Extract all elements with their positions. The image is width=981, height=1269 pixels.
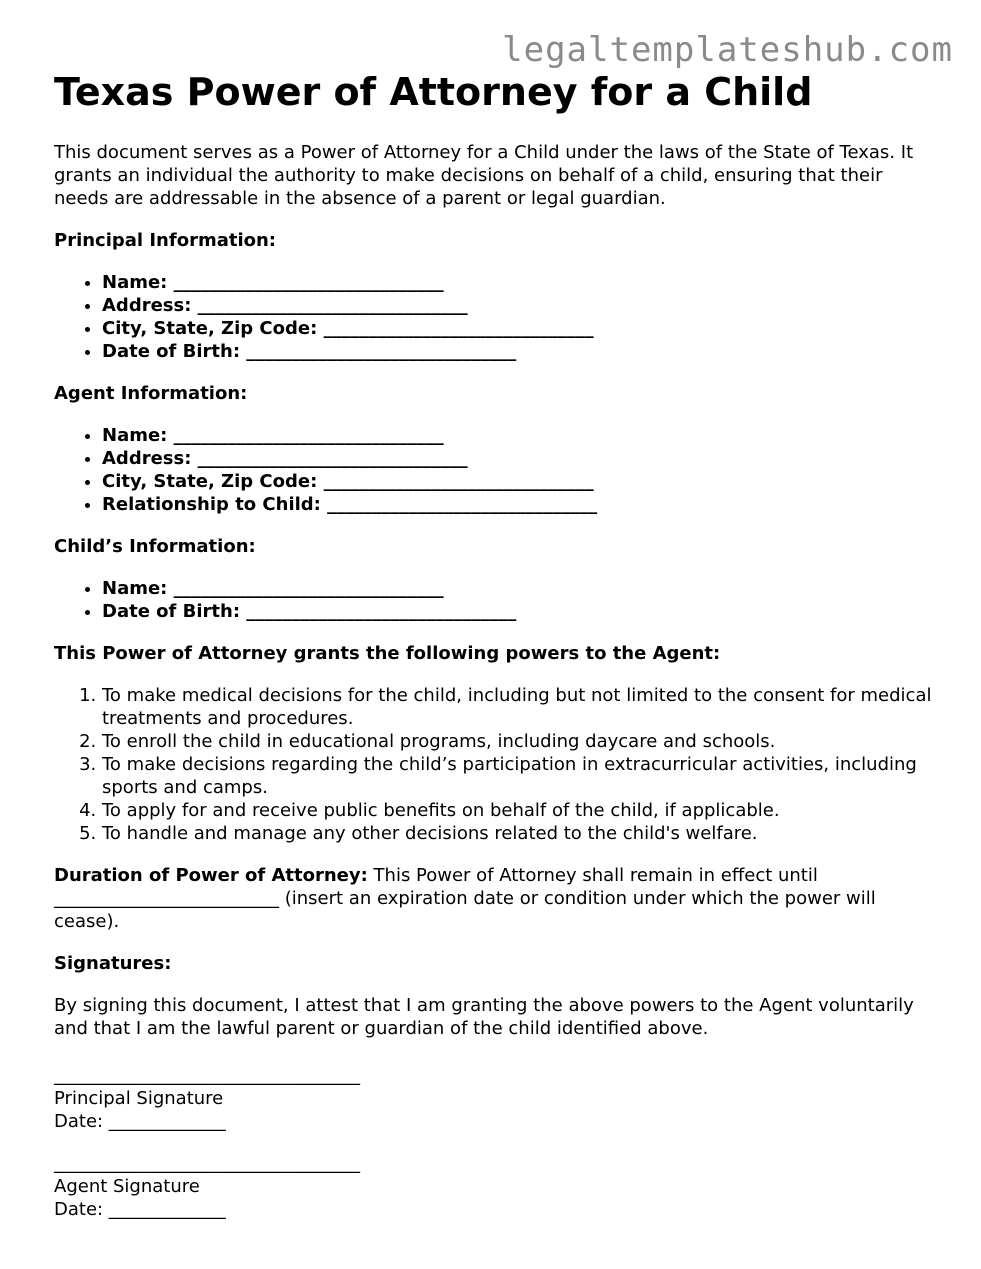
power-item: 4. To apply for and receive public benefits on behalf of the child, if applicable. [102, 799, 934, 822]
principal-dob-field[interactable]: • Date of Birth: ______________________________ [102, 340, 934, 363]
principal-fields [54, 271, 934, 363]
agent-signature-line[interactable]: __________________________________ [54, 1153, 360, 1174]
duration-paragraph [54, 864, 934, 933]
principal-signature-label: Principal Signature [54, 1088, 224, 1109]
principal-signature-line[interactable]: __________________________________ [54, 1065, 360, 1086]
power-item: 1. To make medical decisions for the child, including but not limited to the consent for medical treatments and procedures. [102, 684, 934, 730]
child-dob-field[interactable]: • Date of Birth: ______________________________ [102, 600, 934, 623]
attest-paragraph: By signing this document, I attest that I am granting the above powers to the Agent voluntarily and that I am the lawful parent or guardian of the child identified above. [54, 995, 914, 1039]
principal-heading: Principal Information: [54, 230, 277, 251]
principal-signature-date[interactable]: Date: _____________ [54, 1111, 226, 1132]
powers-heading: This Power of Attorney grants the following powers to the Agent: [54, 643, 721, 664]
child-fields [54, 577, 934, 623]
principal-name-field[interactable]: • Name: ______________________________ [102, 271, 934, 294]
power-item: 2. To enroll the child in educational programs, including daycare and schools. [102, 730, 934, 753]
child-name-field[interactable]: • Name: ______________________________ [102, 577, 934, 600]
agent-city-state-zip-field[interactable]: • City, State, Zip Code: ______________________________ [102, 470, 934, 493]
watermark: legaltemplateshub.com [502, 30, 953, 70]
intro-paragraph: This document serves as a Power of Attorney for a Child under the laws of the State of Texas. It grants an individual the authority to make decisions on behalf of a child, ensuring that their needs are addressable in the absence of a parent or legal guardian. [54, 142, 914, 209]
powers-list [54, 684, 934, 845]
agent-name-field[interactable]: • Name: ______________________________ [102, 424, 934, 447]
principal-city-state-zip-field[interactable]: • City, State, Zip Code: ______________________________ [102, 317, 934, 340]
page-title: Texas Power of Attorney for a Child [54, 70, 813, 114]
signatures-heading: Signatures: [54, 953, 172, 974]
principal-address-field[interactable]: • Address: ______________________________ [102, 294, 934, 317]
child-heading: Child’s Information: [54, 536, 256, 557]
agent-relationship-field[interactable]: • Relationship to Child: ______________________________ [102, 493, 934, 516]
duration-label: Duration of Power of Attorney: [54, 865, 368, 886]
agent-fields [54, 424, 934, 516]
agent-signature-date[interactable]: Date: _____________ [54, 1199, 226, 1220]
agent-signature-label: Agent Signature [54, 1176, 200, 1197]
agent-heading: Agent Information: [54, 383, 248, 404]
duration-text[interactable]: This Power of Attorney shall remain in effect until _________________________ (insert an expiration date or condition under which the power will cease). [54, 865, 876, 932]
document-body [54, 68, 934, 1221]
agent-address-field[interactable]: • Address: ______________________________ [102, 447, 934, 470]
power-item: 3. To make decisions regarding the child’s participation in extracurricular activities, including sports and camps. [102, 753, 934, 799]
power-item: 5. To handle and manage any other decisions related to the child's welfare. [102, 822, 934, 845]
